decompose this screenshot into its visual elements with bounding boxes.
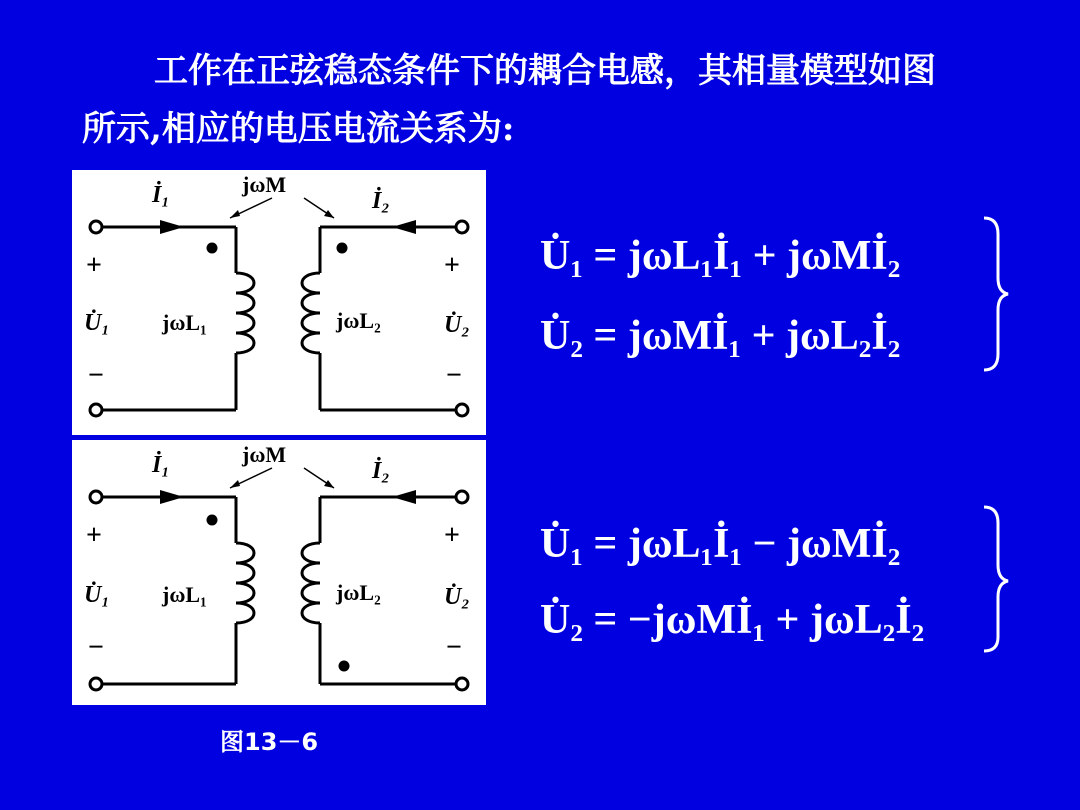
mutual-label: jωM — [242, 442, 287, 467]
current-label-right: İ₂ — [372, 188, 390, 214]
circuit-diagram — [72, 440, 486, 708]
inductor-label-right: jωL₂ — [336, 308, 381, 333]
inductor-label-left: jωL₁ — [162, 582, 207, 607]
inductor-label-right: jωL₂ — [336, 580, 381, 605]
equation-u2: U̇₂ = −jωMİ₁ + jωL₂İ₂ — [540, 597, 925, 643]
equation-block — [540, 214, 1010, 374]
figure-caption: 图13－6 — [220, 728, 319, 756]
equation-system-same — [540, 214, 1010, 374]
current-arrow-right — [392, 490, 416, 504]
polarity-dot-right — [337, 243, 348, 254]
terminal-right-top — [456, 221, 468, 233]
plus-right: + — [444, 520, 460, 551]
plus-left: + — [86, 520, 102, 551]
inductor-coil-left — [236, 543, 254, 623]
right-brace — [984, 218, 1008, 370]
current-label-right: İ₂ — [372, 458, 390, 484]
circuit-diagram — [72, 170, 486, 435]
equation-u2: U̇₂ = jωMİ₁ + jωL₂İ₂ — [540, 313, 901, 359]
intro-line-2: 所示,相应的电压电流关系为: — [82, 109, 515, 149]
voltage-label-left: U̇₁ — [84, 310, 110, 336]
inductor-coil-right — [302, 543, 320, 623]
plus-left: + — [86, 250, 102, 281]
minus-left: − — [88, 360, 104, 391]
polarity-dot-right — [339, 661, 350, 672]
terminal-left-bottom — [90, 678, 102, 690]
current-label-left: İ₁ — [152, 452, 170, 478]
current-label-left: İ₁ — [152, 182, 170, 208]
coupled-inductor-circuit-opposite-dots — [72, 440, 486, 705]
voltage-label-left: U̇₁ — [84, 582, 110, 608]
polarity-dot-left — [207, 515, 218, 526]
polarity-dot-left — [207, 243, 218, 254]
current-arrow-right — [392, 220, 416, 234]
arrowhead — [324, 480, 334, 488]
terminal-right-bottom — [456, 678, 468, 690]
equation-block — [540, 505, 1010, 655]
inductor-coil-right — [302, 273, 320, 353]
equation-u1: U̇₁ = jωL₁İ₁ − jωMİ₂ — [540, 521, 901, 567]
terminal-left-bottom — [90, 404, 102, 416]
terminal-left-top — [90, 221, 102, 233]
minus-right: − — [446, 360, 462, 391]
minus-right: − — [446, 632, 462, 663]
minus-left: − — [88, 632, 104, 663]
voltage-label-right: U̇₂ — [444, 584, 470, 610]
arrowhead — [230, 210, 240, 218]
coupled-inductor-circuit-same-dots — [72, 170, 486, 435]
arrowhead — [324, 210, 334, 218]
terminal-right-top — [456, 491, 468, 503]
inductor-coil-left — [236, 273, 254, 353]
mutual-label: jωM — [242, 172, 287, 197]
terminal-left-top — [90, 491, 102, 503]
intro-line-1: 工作在正弦稳态条件下的耦合电感，其相量模型如图 — [154, 51, 936, 91]
intro-text — [82, 42, 1012, 158]
voltage-label-right: U̇₂ — [444, 312, 470, 338]
plus-right: + — [444, 250, 460, 281]
equation-u1: U̇₁ = jωL₁İ₁ + jωMİ₂ — [540, 233, 901, 279]
inductor-label-left: jωL₁ — [162, 310, 207, 335]
arrowhead — [230, 480, 240, 488]
terminal-right-bottom — [456, 404, 468, 416]
equation-system-opposite — [540, 505, 1010, 655]
right-brace — [984, 507, 1008, 651]
current-arrow-left — [160, 490, 184, 504]
current-arrow-left — [160, 220, 184, 234]
